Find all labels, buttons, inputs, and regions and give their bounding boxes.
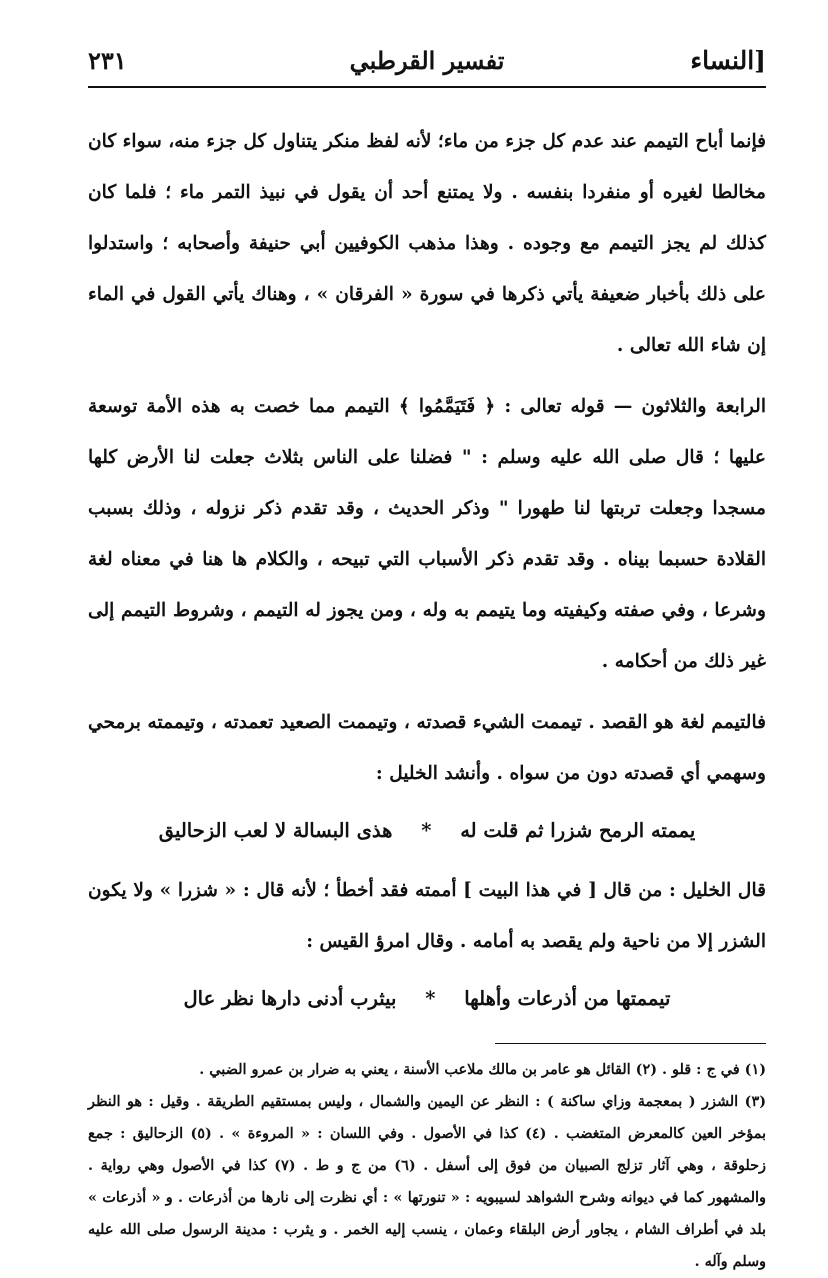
verse-hemistich-right: يممته الرمح شزرا ثم قلت له <box>460 819 696 842</box>
verse-separator: * <box>421 819 432 842</box>
running-head-surah: [النساء <box>690 46 766 75</box>
footnote: (٣) الشزر ( بمعجمة وزاي ساكنة ) : النظر عن اليمين والشمال ، وليس بمستقيم الطريقة . وقيل : هو النظر بمؤخر العين كالمعرض المتغضب . (٤) كذا في الأصول . وفي اللسان : « المروءة » . (٥) الزحاليق : جمع زحلوقة ، وهي آثار تزلج الصبيان من فوق إلى أسفل . (٦) من ج و ط . (٧) كذا في الأصول وهي رواية . والمشهور كما في ديوانه وشرح الشواهد لسيبويه : « تنورتها » : أي نظرت إلى نارها من أذرعات . و « أذرعات » بلد في أطراف الشام ، يجاور أرض البلقاء وعمان ، ينسب إليه الخمر . و يثرب : مدينة الرسول صلى الله عليه وسلم وآله . <box>88 1093 767 1270</box>
footnote: (١) في ج : قلو . (٢) القائل هو عامر بن مالك ملاعب الأسنة ، يعني به ضرار بن عمرو الضبي . <box>199 1061 766 1078</box>
poetry-verse <box>88 971 766 1027</box>
paragraph: فالتيمم لغة هو القصد . تيممت الشيء قصدته ، وتيممت الصعيد تعمدته ، وتيممته برمحي وسهمي أي قصدته دون من سواه . وأنشد الخليل : <box>88 712 766 784</box>
paragraph: قال الخليل : من قال [ في هذا البيت ] أممته فقد أخطأ ؛ لأنه قال : « شزرا » ولا يكون الشزر إلا من ناحية ولم يقصد به أمامه . وقال امرؤ القيس : <box>88 880 766 952</box>
verse-separator: * <box>425 987 436 1010</box>
page-number: ٢٣١ <box>88 46 127 75</box>
running-head-title: تفسير القرطبي <box>349 46 505 75</box>
verse-hemistich-left: بيثرب أدنى دارها نظر عال <box>183 987 397 1010</box>
verse-hemistich-right: تيممتها من أذرعات وأهلها <box>464 987 671 1010</box>
footnote-divider <box>495 1043 766 1044</box>
poetry-verse <box>88 803 766 859</box>
page-header <box>88 40 766 88</box>
paragraph: الرابعة والثلاثون — قوله تعالى : ﴿ فَتَيَمَّمُوا ﴾ التيمم مما خصت به هذه الأمة توسعة عليها ؛ قال صلى الله عليه وسلم : " فضلنا على الناس بثلاث جعلت لنا الأرض كلها مسجدا وجعلت تربتها لنا طهورا " وذكر الحديث ، وقد تقدم ذكر نزوله ، وذلك بسبب القلادة حسبما بيناه . وقد تقدم ذكر الأسباب التي تبيحه ، والكلام ها هنا في معناه لغة وشرعا ، وفي صفته وكيفيته وما يتيمم به وله ، ومن يجوز له التيمم ، وشروط التيمم إلى غير ذلك من أحكامه . <box>88 396 766 672</box>
main-text <box>88 116 766 1027</box>
verse-hemistich-left: هذى البسالة لا لعب الزحاليق <box>158 819 393 842</box>
footnotes <box>88 1054 766 1278</box>
paragraph: فإنما أباح التيمم عند عدم كل جزء من ماء؛ لأنه لفظ منكر يتناول كل جزء منه، سواء كان مخالطا لغيره أو منفردا بنفسه . ولا يمتنع أحد أن يقول في نبيذ التمر ماء ؛ فلما كان كذلك لم يجز التيمم مع وجوده . وهذا مذهب الكوفيين أبي حنيفة وأصحابه ؛ واستدلوا على ذلك بأخبار ضعيفة يأتي ذكرها في سورة « الفرقان » ، وهناك يأتي القول في الماء إن شاء الله تعالى . <box>88 131 766 356</box>
